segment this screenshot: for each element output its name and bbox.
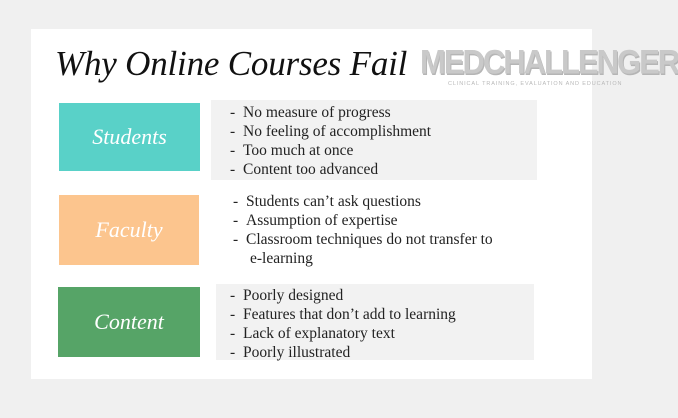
slide-title: Why Online Courses Fail — [55, 44, 408, 83]
list-item: - Lack of explanatory text — [230, 325, 395, 342]
students-label: Students — [92, 124, 167, 149]
faculty-issue-list — [233, 192, 543, 272]
faculty-label: Faculty — [95, 217, 163, 242]
list-item: - Classroom techniques do not transfer to — [233, 231, 493, 248]
list-item: e-learning — [250, 250, 313, 267]
content-issue-list — [216, 284, 534, 360]
list-item: - No measure of progress — [230, 104, 391, 121]
students-issue-list — [211, 100, 537, 180]
list-item: - No feeling of accomplishment — [230, 123, 432, 140]
faculty-label-box — [59, 195, 199, 265]
list-item: - Assumption of expertise — [233, 212, 398, 229]
logo-wordmark: MEDCHALLENGER — [420, 42, 678, 82]
list-item: - Poorly designed — [230, 287, 344, 304]
list-item: - Students can’t ask questions — [233, 193, 421, 210]
list-item: - Poorly illustrated — [230, 344, 351, 361]
list-item: - Content too advanced — [230, 161, 379, 178]
content-label-box — [58, 287, 200, 357]
list-item: - Too much at once — [230, 142, 354, 159]
students-label-box — [59, 103, 200, 171]
content-label: Content — [94, 309, 164, 334]
medchallenger-logo — [420, 42, 678, 94]
logo-tagline: CLINICAL TRAINING, EVALUATION AND EDUCATION — [448, 81, 623, 87]
list-item: - Features that don’t add to learning — [230, 306, 456, 323]
